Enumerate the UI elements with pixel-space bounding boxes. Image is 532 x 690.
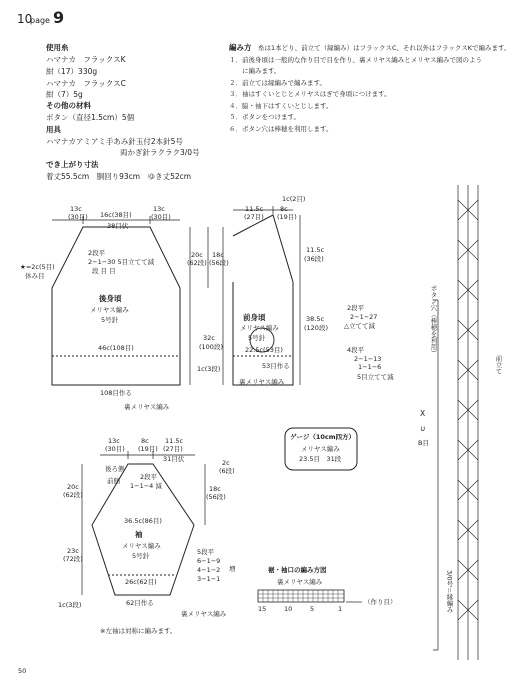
back-rev: 裏メリヤス編み [124, 403, 170, 411]
back-dec1: 2−1−30 5目立てて減 [88, 258, 155, 266]
front-right-38-5: 38.5c [306, 315, 325, 323]
back-cast108: 108目作る [100, 389, 132, 397]
sleeve-top-13c: 13c [108, 437, 120, 445]
sleeve-left-62: (62段) [63, 491, 83, 499]
chart-num-5: 5 [310, 605, 315, 613]
gauge-stitch: メリヤス編み [301, 445, 340, 453]
front-right-120: (120段) [304, 324, 328, 332]
sleeve-left-72: (72段) [63, 555, 83, 563]
front-title: 前身頃 [243, 313, 266, 322]
front-top-19: (19目) [277, 213, 297, 221]
back-star-left: ★=2c(5目) [20, 263, 55, 271]
sleeve-back-side: 後ろ側 [105, 465, 125, 473]
sleeve-top-27: (27目) [163, 445, 183, 453]
front-cast53: 53目作る [262, 362, 290, 370]
front-body-outline [233, 215, 293, 385]
method-step-1: １．前後身頃は一般的な作り目で目を作り、裏メリヤス編みとメリヤス編みで図のよう [229, 56, 482, 64]
chart-num-15: 15 [258, 605, 267, 613]
front-top-8c: 8c [280, 205, 288, 213]
sleeve-cast62: 62目作る [126, 599, 154, 607]
sleeve-stitch: メリヤス編み [122, 542, 161, 550]
sleeve-right-56: (56段) [206, 493, 226, 501]
chart-num-10: 10 [284, 605, 293, 613]
sleeve-left-20c: 20c [67, 483, 79, 491]
sleeve-top-8c: 8c [141, 437, 149, 445]
tools-line1: ハマナカアミアミ手あみ針玉付2本針5号 [46, 137, 183, 146]
back-side-56: (56段) [209, 259, 229, 267]
front-rows4: 4段平 [347, 346, 365, 354]
front-placket-label: 前立て [494, 355, 503, 375]
front-stitch: メリヤス編み [240, 324, 279, 332]
sleeve-rows5: 5段平 [197, 548, 215, 556]
chart-title: 裾・袖口の編み方図 [268, 566, 327, 574]
edge-side-label: 3/0号＝縁編み [445, 570, 454, 613]
edge-legend-x: X [420, 409, 426, 418]
back-top-30-left: (30目) [68, 213, 88, 221]
size-heading: でき上がり寸法 [46, 160, 99, 169]
front-inc-note: △立てて減 [344, 322, 375, 330]
method-step-6: ６．ボタン穴は棒穂を利用します。 [229, 125, 333, 133]
sleeve-inc1: 6−1−9 [197, 557, 221, 565]
back-top-16c: 16c(38目) [100, 211, 132, 219]
chart-cast-on: （作り目） [364, 598, 397, 606]
front-needle: 5号針 [248, 334, 266, 342]
gauge-title: ゲージ（10cm四方） [290, 433, 356, 441]
method-step-2: ２．前立ては縁編みで編みます。 [229, 79, 326, 87]
sleeve-inc2: 4−1−2 [197, 566, 221, 574]
other-heading: その他の材料 [46, 101, 91, 110]
sleeve-front-side: 前側 [107, 477, 120, 485]
back-side-18c: 18c [212, 251, 224, 259]
chart-num-1: 1 [338, 605, 343, 613]
page-word: page [30, 16, 50, 25]
sleeve-left-23c: 23c [67, 547, 79, 555]
tools-heading: 用具 [46, 125, 61, 134]
front-dec2b: 1−1−6 [358, 363, 382, 371]
front-inc1: 2−1−27 [350, 313, 378, 321]
front-buttonhole: ボタン穴（棒穂を利用） [429, 285, 438, 357]
back-title: 後身頃 [99, 294, 122, 303]
back-side-20c: 20c [191, 251, 203, 259]
sleeve-rows2: 2段平 [140, 473, 158, 481]
sleeve-top-19: (19目) [138, 445, 158, 453]
sleeve-width36-5: 36.5c(86目) [124, 517, 162, 525]
chart-stitch: 裏メリヤス編み [277, 578, 323, 586]
tools-line2: 両かぎ針ラクラク3/0号 [120, 148, 200, 157]
method-step-3: ３．袖はすくいとじとメリヤスはぎで身頃につけます。 [229, 90, 391, 98]
front-top-1c: 1c(2目) [282, 195, 306, 203]
front-rev: 裏メリヤス編み [239, 378, 285, 386]
sleeve-bind-31: 31目伏 [163, 455, 185, 463]
method-intro: 糸は1本どり、前立て（縁編み）はフラックスC、それ以外はフラックスKで編みます。 [258, 44, 511, 52]
yarn2-detail: 紺（7）5g [46, 90, 83, 99]
back-top-13c-left: 13c [70, 205, 82, 213]
back-top-13c-right: 13c [153, 205, 165, 213]
front-dec-note: 5目立てて減 [357, 373, 394, 381]
front-top-27: (27目) [244, 213, 264, 221]
back-top-30-right: (30目) [151, 213, 171, 221]
sleeve-width26: 26c(62目) [125, 578, 157, 586]
front-dec2a: 2−1−13 [354, 355, 382, 363]
size-detail: 着丈55.5cm 胴回り93cm ゆき丈52cm [46, 172, 192, 181]
footer-page-number: 50 [18, 667, 27, 675]
yarn2-name: ハマナカ フラックスC [46, 79, 126, 88]
yarn1-name: ハマナカ フラックスK [46, 55, 126, 64]
front-right-36: (36段) [304, 255, 324, 263]
method-heading: 編み方 [229, 43, 252, 52]
yarn-heading: 使用糸 [46, 43, 69, 52]
method-step-5: ５．ボタンをつけます。 [229, 113, 300, 121]
edge-legend-cv: ∪ [420, 424, 426, 433]
method-step-1b: に編みます。 [229, 67, 281, 75]
back-bind-38: 38目伏 [107, 222, 129, 230]
sleeve-rev: 裏メリヤス編み [181, 610, 227, 618]
sleeve-right-2c: 2c [222, 459, 230, 467]
edge-legend-b: B目 [418, 439, 429, 447]
method-step-4: ４．脇・袖下はすくいとじします。 [229, 102, 333, 110]
back-h1c: 1c(3段) [197, 365, 221, 373]
sleeve-right-18c: 18c [209, 485, 221, 493]
page-prefix: 10 [17, 12, 33, 26]
sleeve-note: ※左袖は対称に編みます。 [100, 627, 177, 635]
back-width46: 46c(108目) [98, 344, 134, 352]
back-dec-row: 段 目 目 [92, 267, 116, 275]
sleeve-inc-note: 増 [229, 565, 236, 573]
sleeve-right-6: (6段) [219, 467, 235, 475]
front-width22-5: 22.5c(53目) [245, 346, 283, 354]
back-rest: 休み目 [25, 272, 45, 280]
sleeve-top-30: (30目) [105, 445, 125, 453]
back-stitch: メリヤス編み [90, 306, 129, 314]
back-rows2: 2段平 [88, 249, 106, 257]
front-right-11-5: 11.5c [306, 246, 325, 254]
sleeve-inc3: 3−1−1 [197, 575, 221, 583]
front-top-11-5: 11.5c [245, 205, 264, 213]
sleeve-top-11-5: 11.5c [165, 437, 184, 445]
back-h100: (100段) [199, 343, 223, 351]
back-needle: 5号針 [101, 316, 119, 324]
sleeve-h1c: 1c(3段) [58, 601, 82, 609]
back-h32c: 32c [203, 334, 215, 342]
sleeve-needle: 5号針 [132, 552, 150, 560]
back-side-62: (62段) [187, 259, 207, 267]
gauge-value: 23.5目 31段 [299, 455, 342, 463]
front-rows2: 2段平 [347, 304, 365, 312]
yarn1-detail: 紺（17）330g [46, 67, 98, 76]
sleeve-title: 袖 [135, 530, 143, 539]
sleeve-dec: 1−1−4 減 [130, 482, 162, 490]
page-number: 9 [53, 8, 65, 27]
button-detail: ボタン（直径1.5cm）5個 [46, 113, 135, 122]
